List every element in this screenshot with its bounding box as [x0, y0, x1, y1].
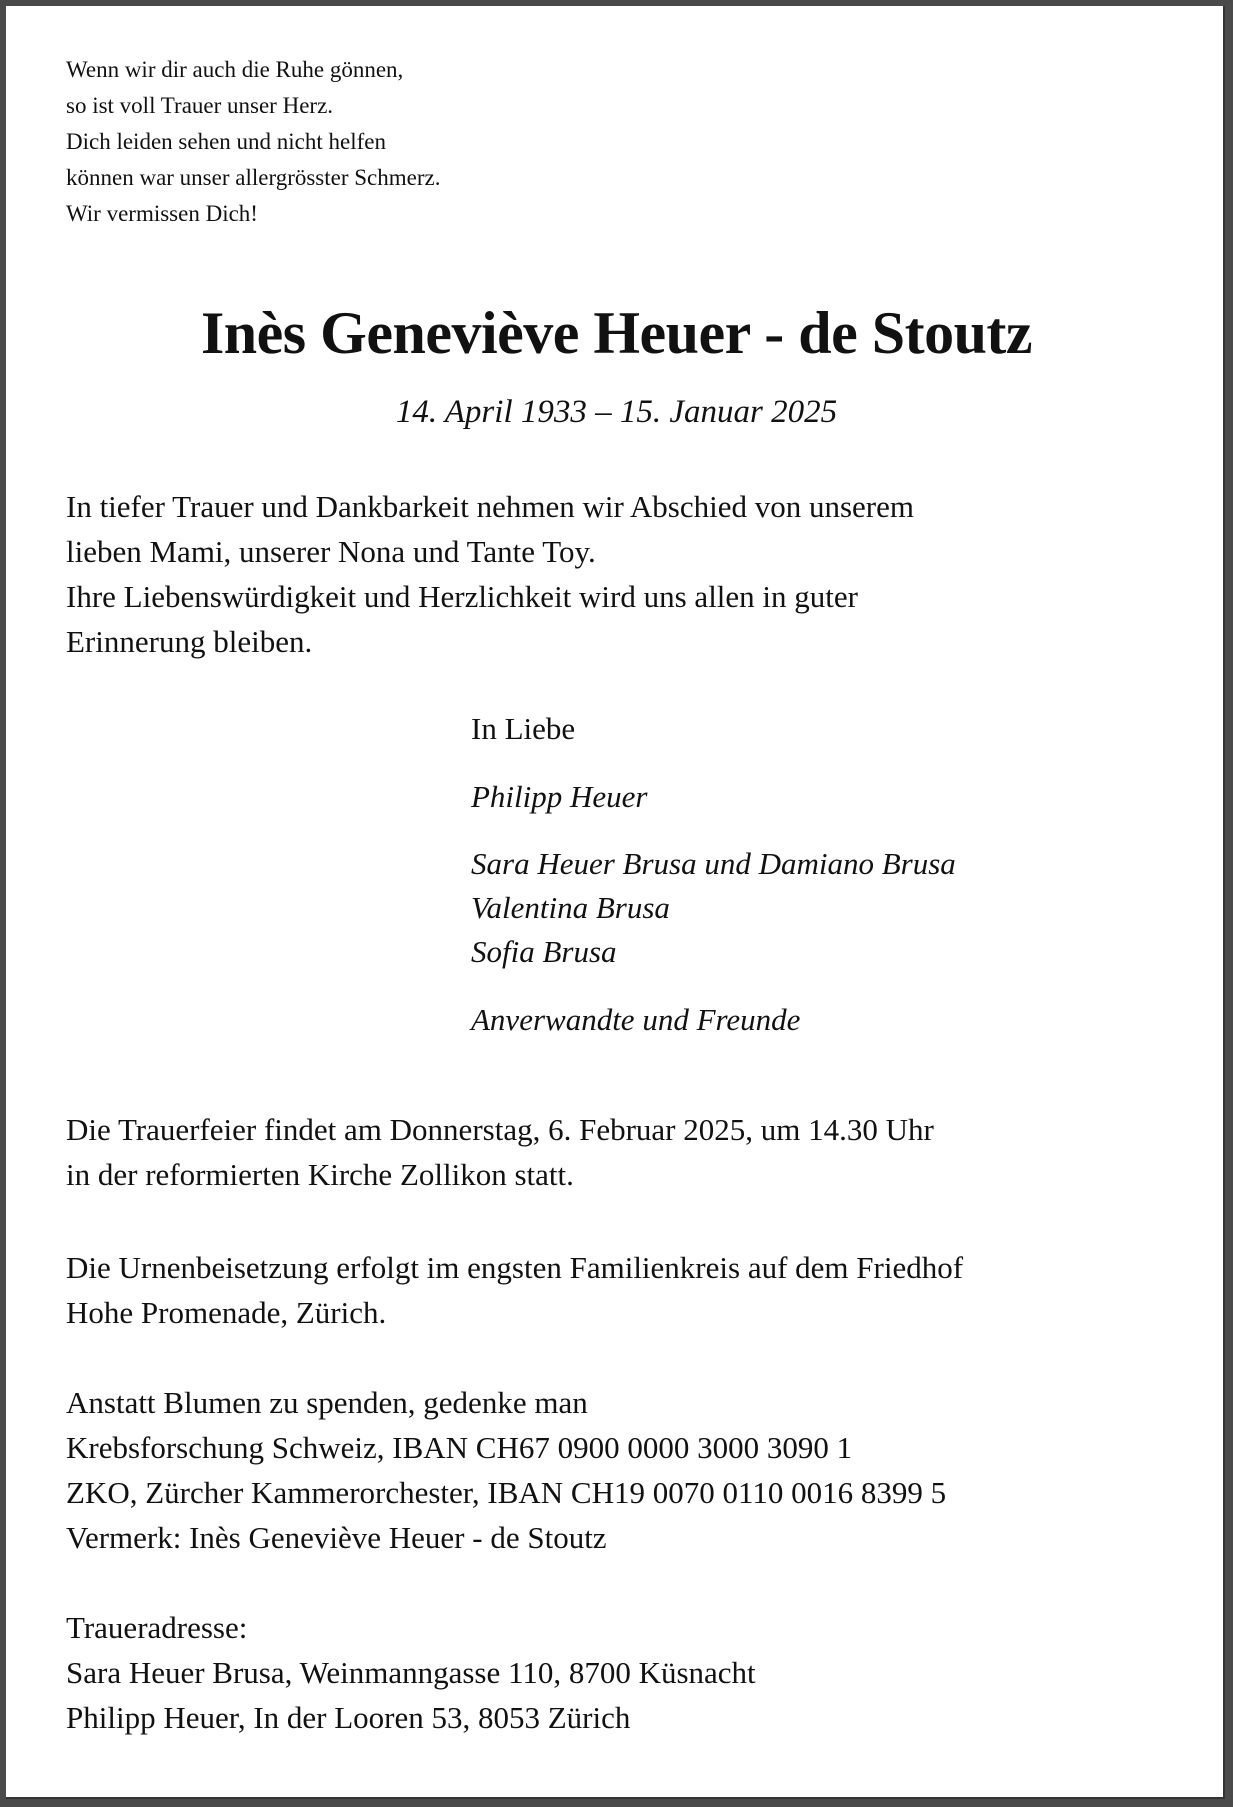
donation-line: Anstatt Blumen zu spenden, gedenke man: [66, 1385, 588, 1420]
intro-text: [66, 484, 914, 664]
address-line: Sara Heuer Brusa, Weinmanngasse 110, 8700 Küsnacht: [66, 1655, 756, 1690]
intro-line: lieben Mami, unserer Nona und Tante Toy.: [66, 534, 596, 569]
urn-line: Die Urnenbeisetzung erfolgt im engsten Familienkreis auf dem Friedhof: [66, 1250, 964, 1285]
poem-line: so ist voll Trauer unser Herz.: [66, 93, 334, 118]
poem-line: Dich leiden sehen und nicht helfen: [66, 129, 386, 154]
urn-notice: [66, 1245, 963, 1335]
intro-line: In tiefer Trauer und Dankbarkeit nehmen wir Abschied von unserem: [66, 489, 914, 524]
ceremony-line: Die Trauerfeier findet am Donnerstag, 6. Februar 2025, um 14.30 Uhr: [66, 1112, 934, 1147]
donation-line: Vermerk: Inès Geneviève Heuer - de Stoutz: [66, 1520, 607, 1555]
poem-line: Wenn wir dir auch die Ruhe gönnen,: [66, 57, 404, 82]
address-line: Traueradresse:: [66, 1610, 248, 1645]
signatory-philipp: [471, 775, 648, 819]
signatory-name: Sara Heuer Brusa und Damiano Brusa: [471, 846, 956, 881]
address-line: Philipp Heuer, In der Looren 53, 8053 Zürich: [66, 1700, 631, 1735]
donation-notice: [66, 1380, 946, 1560]
poem: [66, 52, 440, 232]
ceremony-line: in der reformierten Kirche Zollikon statt.: [66, 1157, 574, 1192]
signatory-family: [471, 842, 956, 974]
mourning-address: [66, 1605, 756, 1740]
signatory-name: Sofia Brusa: [471, 934, 617, 969]
poem-line: Wir vermissen Dich!: [66, 201, 258, 226]
closing-text: In Liebe: [471, 711, 576, 746]
ceremony-notice: [66, 1107, 934, 1197]
intro-line: Erinnerung bleiben.: [66, 624, 313, 659]
signatory-name: Valentina Brusa: [471, 890, 670, 925]
poem-line: können war unser allergrösster Schmerz.: [66, 165, 441, 190]
urn-line: Hohe Promenade, Zürich.: [66, 1295, 387, 1330]
signatory-name: Anverwandte und Freunde: [471, 1002, 801, 1037]
closing: [471, 707, 575, 751]
donation-line: ZKO, Zürcher Kammerorchester, IBAN CH19 0070 0110 0016 8399 5: [66, 1475, 947, 1510]
donation-line: Krebsforschung Schweiz, IBAN CH67 0900 0000 3000 3090 1: [66, 1430, 853, 1465]
signatory-relatives: [471, 998, 800, 1042]
deceased-name: Inès Geneviève Heuer - de Stoutz: [200, 300, 1033, 366]
signatory-name: Philipp Heuer: [471, 779, 648, 814]
intro-line: Ihre Liebenswürdigkeit und Herzlichkeit wird uns allen in guter: [66, 579, 858, 614]
life-dates: 14. April 1933 – 15. Januar 2025: [395, 394, 838, 430]
